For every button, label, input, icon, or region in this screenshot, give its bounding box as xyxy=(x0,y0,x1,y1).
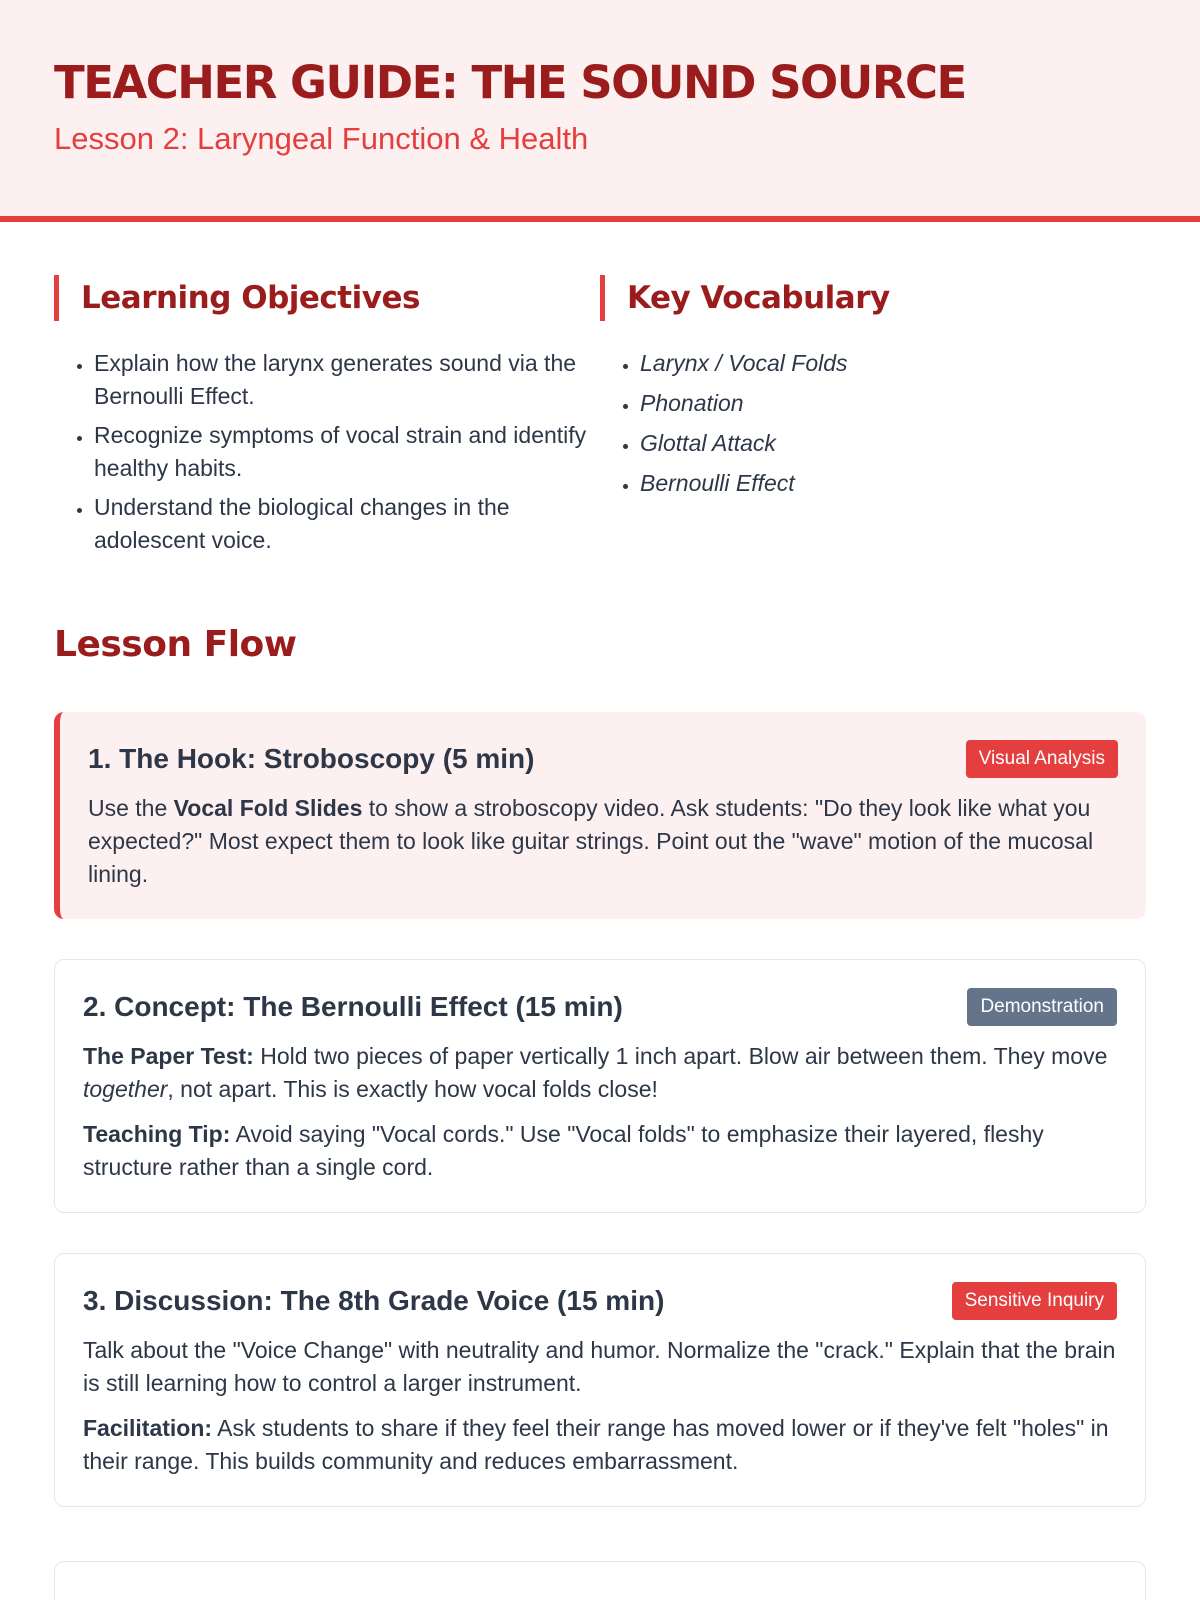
objectives-section xyxy=(54,275,600,563)
emphasis-text: together xyxy=(83,1076,168,1102)
card-header xyxy=(83,986,1117,1028)
activity-badge: Visual Analysis xyxy=(966,740,1118,778)
slides-reference: Vocal Fold Slides xyxy=(173,795,363,821)
lesson-flow-heading: Lesson Flow xyxy=(54,624,297,665)
card-description xyxy=(88,792,1118,891)
card-header xyxy=(83,1280,1117,1322)
lesson-card-concept xyxy=(54,959,1146,1213)
page-subtitle: Lesson 2: Laryngeal Function & Health xyxy=(54,121,589,156)
card-title: 2. Concept: The Bernoulli Effect (15 min) xyxy=(83,991,623,1022)
activity-badge: Demonstration xyxy=(967,988,1117,1026)
paragraph-label: Facilitation: xyxy=(83,1415,213,1441)
page-header xyxy=(0,0,1200,222)
vocabulary-item: • Bernoulli Effect xyxy=(640,467,1146,500)
card-title: 3. Discussion: The 8th Grade Voice (15 min) xyxy=(83,1285,665,1316)
objectives-heading-bar xyxy=(54,275,600,321)
lesson-card-hook xyxy=(54,712,1146,919)
vocabulary-heading: Key Vocabulary xyxy=(627,280,890,316)
objective-item: • Recognize symptoms of vocal strain and identify healthy habits. xyxy=(94,419,600,485)
text-segment: Hold two pieces of paper vertically 1 inch apart. Blow air between them. They move xyxy=(253,1043,1108,1069)
main-content xyxy=(0,275,1200,1600)
vocabulary-item: • Phonation xyxy=(640,387,1146,420)
card-paragraph xyxy=(83,1118,1117,1184)
text-segment: to show a stroboscopy video. Ask students: "Do they look like what you expected?" Most expect them to look like guitar strings. Point out the "wave" motion of the mucosal lining. xyxy=(88,795,1094,887)
intro-columns xyxy=(54,275,1146,563)
objective-item: • Explain how the larynx generates sound via the Bernoulli Effect. xyxy=(94,347,600,413)
lesson-card-discussion xyxy=(54,1253,1146,1507)
vocabulary-item: • Glottal Attack xyxy=(640,427,1146,460)
text-segment: , not apart. This is exactly how vocal folds close! xyxy=(167,1076,658,1102)
activity-badge: Sensitive Inquiry xyxy=(952,1282,1117,1320)
vocabulary-item: • Larynx / Vocal Folds xyxy=(640,347,1146,380)
vocabulary-list xyxy=(600,347,1146,500)
page-title: TEACHER GUIDE: THE SOUND SOURCE xyxy=(54,56,966,109)
card-paragraph xyxy=(83,1040,1117,1106)
text-segment: Ask students to share if they feel their range has moved lower or if they've felt "holes" in their range. This builds community and reduces embarrassment. xyxy=(83,1415,1109,1474)
lesson-card-next xyxy=(54,1561,1146,1600)
card-paragraph xyxy=(83,1412,1117,1478)
card-paragraph: Talk about the "Voice Change" with neutrality and humor. Normalize the "crack." Explain that the brain is still learning how to control a larger instrument. xyxy=(83,1337,1116,1396)
card-header xyxy=(88,738,1118,780)
paragraph-label: The Paper Test: xyxy=(83,1043,254,1069)
paragraph-label: Teaching Tip: xyxy=(83,1121,231,1147)
card-title: 1. The Hook: Stroboscopy (5 min) xyxy=(88,743,535,774)
objectives-list xyxy=(54,347,600,557)
vocabulary-heading-bar xyxy=(600,275,1146,321)
text-segment: Avoid saying "Vocal cords." Use "Vocal folds" to emphasize their layered, fleshy structure rather than a single cord. xyxy=(83,1121,1044,1180)
vocabulary-section xyxy=(600,275,1146,563)
objective-item: • Understand the biological changes in the adolescent voice. xyxy=(94,491,600,557)
objectives-heading: Learning Objectives xyxy=(81,280,420,316)
text-segment: Use the xyxy=(88,795,174,821)
